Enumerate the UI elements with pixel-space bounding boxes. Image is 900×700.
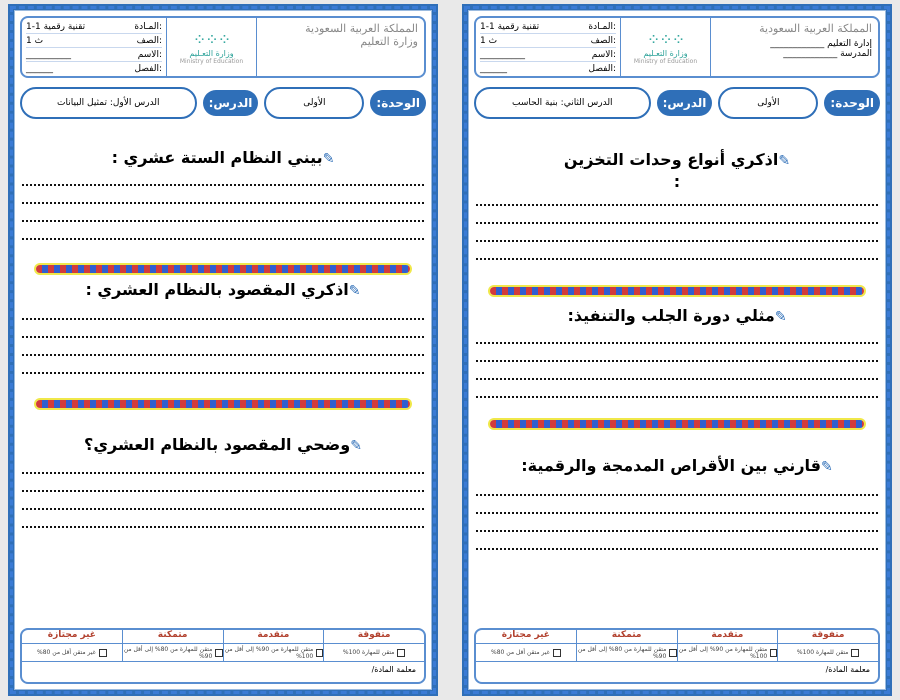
section-field[interactable]: ______ bbox=[480, 64, 507, 74]
name-label: الاسم: bbox=[591, 49, 616, 60]
ministry-logo bbox=[621, 18, 711, 76]
question-1-text: بيني النظام الستة عشري : bbox=[111, 148, 323, 167]
separator bbox=[36, 265, 410, 273]
unit-lesson-bar bbox=[474, 86, 880, 120]
section-label: الفصل: bbox=[134, 64, 162, 74]
ministry-en: Ministry of Education bbox=[179, 57, 244, 65]
header-ministry-info: المملكة العربية السعودية إدارة التعليم ____________ المدرسة ____________ bbox=[711, 18, 878, 76]
class-label: الصف: bbox=[136, 35, 162, 46]
question-3-text: وضحي المقصود بالنظام العشري؟ bbox=[84, 435, 351, 454]
lesson-label: الدرس: bbox=[203, 90, 259, 116]
question-1-colon: : bbox=[673, 172, 681, 191]
pencil-icon: ✎ bbox=[348, 283, 361, 299]
lesson-label: الدرس: bbox=[657, 90, 713, 116]
level-proficient: متمكنة bbox=[122, 630, 223, 643]
question-2 bbox=[14, 280, 432, 299]
answer-lines-2[interactable] bbox=[22, 302, 424, 374]
level-proficient: متمكنة bbox=[576, 630, 677, 643]
rubric-desc: متقن للمهارة من 80% إلى أقل من 90% bbox=[123, 645, 213, 660]
name-field[interactable]: __________ bbox=[26, 49, 71, 60]
answer-lines-3[interactable] bbox=[22, 456, 424, 528]
level-excellent: متفوقة bbox=[777, 630, 878, 643]
page-header bbox=[20, 16, 426, 78]
class-value: 1 ث bbox=[26, 35, 44, 46]
ministry-name: وزارة التعـليم bbox=[189, 48, 234, 58]
ministry-logo bbox=[167, 18, 257, 76]
unit-label: الوحدة: bbox=[370, 90, 426, 116]
rubric-desc: غير متقن أقل من 80% bbox=[491, 649, 550, 656]
rubric-desc: متقن للمهارة من 90% إلى أقل من 100% bbox=[224, 645, 314, 660]
question-3 bbox=[468, 456, 886, 475]
answer-lines-3[interactable] bbox=[476, 478, 878, 550]
unit-value-box: الأولى bbox=[264, 87, 364, 119]
rubric-checkbox[interactable] bbox=[397, 649, 405, 657]
rubric-desc: متقن للمهارة من 80% إلى أقل من 90% bbox=[577, 645, 667, 660]
rubric-desc: متقن للمهارة 100% bbox=[342, 649, 395, 656]
lesson-value-box: الدرس الثاني: بنية الحاسب bbox=[474, 87, 651, 119]
teacher-signature: معلمة المادة/ bbox=[825, 665, 870, 674]
rubric-checkbox[interactable] bbox=[215, 649, 222, 657]
rubric-desc: غير متقن أقل من 80% bbox=[37, 649, 96, 656]
crest-line1: المملكة العربية السعودية bbox=[759, 22, 872, 35]
answer-lines-2[interactable] bbox=[476, 326, 878, 398]
rubric-checkbox[interactable] bbox=[669, 649, 676, 657]
teacher-signature: معلمة المادة/ bbox=[371, 665, 416, 674]
crest-line1: المملكة العربية السعودية bbox=[305, 22, 418, 35]
question-2 bbox=[468, 306, 886, 325]
question-1 bbox=[14, 148, 432, 167]
logo-icon: ⁘⁘⁘ bbox=[646, 29, 685, 49]
rubric-footer bbox=[20, 628, 426, 684]
rubric-desc: متقن للمهارة من 90% إلى أقل من 100% bbox=[678, 645, 768, 660]
class-label: الصف: bbox=[590, 35, 616, 46]
unit-lesson-bar bbox=[20, 86, 426, 120]
ministry-en: Ministry of Education bbox=[633, 57, 698, 65]
separator bbox=[490, 420, 864, 428]
question-1 bbox=[468, 150, 886, 169]
rubric-checkbox[interactable] bbox=[770, 649, 777, 657]
pencil-icon: ✎ bbox=[778, 153, 791, 169]
ministry-name: وزارة التعـليم bbox=[643, 48, 688, 58]
pencil-icon: ✎ bbox=[821, 459, 833, 475]
rubric-desc: متقن للمهارة 100% bbox=[796, 649, 849, 656]
rubric-checkbox[interactable] bbox=[553, 649, 561, 657]
pencil-icon: ✎ bbox=[322, 151, 335, 167]
header-ministry-info bbox=[257, 18, 424, 76]
rubric-checkbox[interactable] bbox=[851, 649, 859, 657]
student-fields bbox=[22, 18, 167, 76]
admin-label: إدارة التعليم bbox=[827, 39, 872, 49]
section-field[interactable]: ______ bbox=[26, 64, 53, 74]
level-advanced: متقدمة bbox=[677, 630, 778, 643]
unit-label: الوحدة: bbox=[824, 90, 880, 116]
pencil-icon: ✎ bbox=[774, 309, 787, 325]
question-3 bbox=[14, 435, 432, 454]
unit-value-box: الأولى bbox=[718, 87, 818, 119]
subject-value: تقنية رقمية 1-1 bbox=[480, 21, 540, 32]
crest-line2: وزارة التعليم bbox=[360, 35, 418, 48]
rubric-footer bbox=[474, 628, 880, 684]
question-2-text: اذكري المقصود بالنظام العشري : bbox=[85, 280, 349, 299]
name-field[interactable]: __________ bbox=[480, 49, 525, 60]
lesson-value-box: الدرس الأول: تمثيل البيانات bbox=[20, 87, 197, 119]
question-1-text: اذكري أنواع وحدات التخزين bbox=[563, 150, 779, 169]
worksheet-page-right bbox=[462, 4, 892, 696]
pencil-icon: ✎ bbox=[350, 438, 362, 454]
answer-lines-1[interactable] bbox=[22, 168, 424, 240]
rubric-checkbox[interactable] bbox=[99, 649, 107, 657]
separator bbox=[490, 287, 864, 295]
level-not-passed: غير مجتازة bbox=[501, 630, 550, 640]
section-label: الفصل: bbox=[588, 64, 616, 74]
school-label: المدرسة bbox=[840, 49, 872, 59]
rubric-checkbox[interactable] bbox=[316, 649, 323, 657]
name-label: الاسم: bbox=[137, 49, 162, 60]
level-advanced: متقدمة bbox=[223, 630, 324, 643]
class-value: 1 ث bbox=[480, 35, 498, 46]
separator bbox=[36, 400, 410, 408]
subject-label: المـادة: bbox=[134, 21, 162, 32]
worksheet-page-left bbox=[8, 4, 438, 696]
page-header bbox=[474, 16, 880, 78]
student-fields bbox=[476, 18, 621, 76]
subject-value: تقنية رقمية 1-1 bbox=[26, 21, 86, 32]
logo-icon: ⁘⁘⁘ bbox=[192, 29, 231, 49]
answer-lines-1[interactable] bbox=[476, 188, 878, 260]
level-not-passed: غير مجتازة bbox=[47, 630, 96, 640]
level-excellent: متفوقة bbox=[323, 630, 424, 643]
subject-label: المـادة: bbox=[588, 21, 616, 32]
question-2-text: مثلي دورة الجلب والتنفيذ: bbox=[567, 306, 775, 325]
question-3-text: قارني بين الأقراص المدمجة والرقمية: bbox=[521, 456, 822, 475]
